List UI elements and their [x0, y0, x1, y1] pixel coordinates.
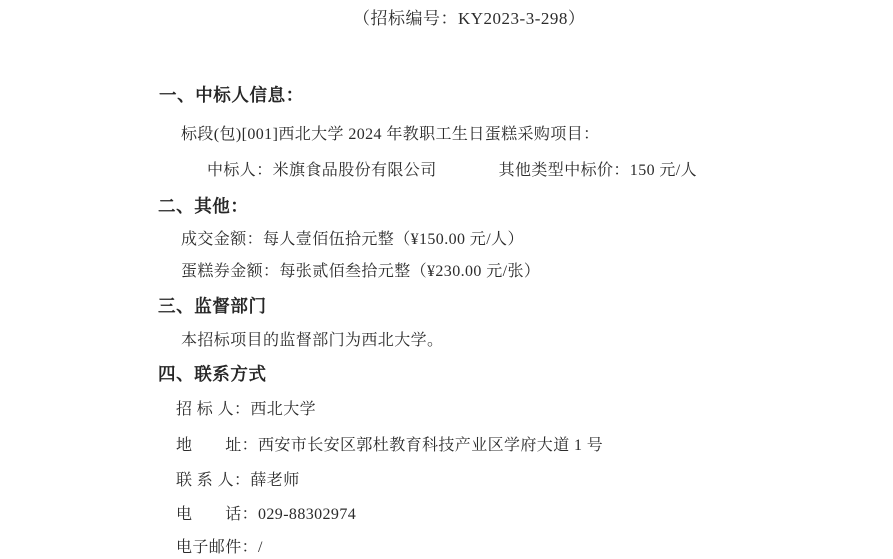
section-2-heading: 二、其他：	[158, 196, 249, 216]
section-3-heading: 三、监督部门	[158, 296, 267, 316]
contact-address-line: 地 址：西安市长安区郭杜教育科技产业区学府大道 1 号	[176, 437, 604, 454]
winner-name: 中标人：米旗食品股份有限公司	[207, 162, 437, 179]
section-1-heading: 一、中标人信息：	[159, 85, 304, 105]
contact-phone-line: 电 话：029-88302974	[176, 506, 357, 523]
contact-tenderer-line: 招 标 人：西北大学	[176, 401, 317, 418]
contact-email-line: 电子邮件：/	[176, 539, 263, 556]
section-4-heading: 四、联系方式	[158, 364, 267, 384]
contact-person-line: 联 系 人：薛老师	[176, 472, 300, 489]
winner-row	[207, 161, 697, 180]
deal-amount-line: 成交金额：每人壹佰伍拾元整（¥150.00 元/人）	[181, 231, 524, 248]
lot-title-line: 标段(包)[001]西北大学 2024 年教职工生日蛋糕采购项目：	[181, 126, 600, 143]
other-type-price: 其他类型中标价：150 元/人	[498, 162, 698, 179]
voucher-amount-line: 蛋糕券金额：每张贰佰叁拾元整（¥230.00 元/张）	[181, 263, 541, 280]
tender-number-line: （招标编号：KY2023-3-298）	[353, 9, 586, 28]
supervision-body-line: 本招标项目的监督部门为西北大学。	[181, 332, 444, 349]
